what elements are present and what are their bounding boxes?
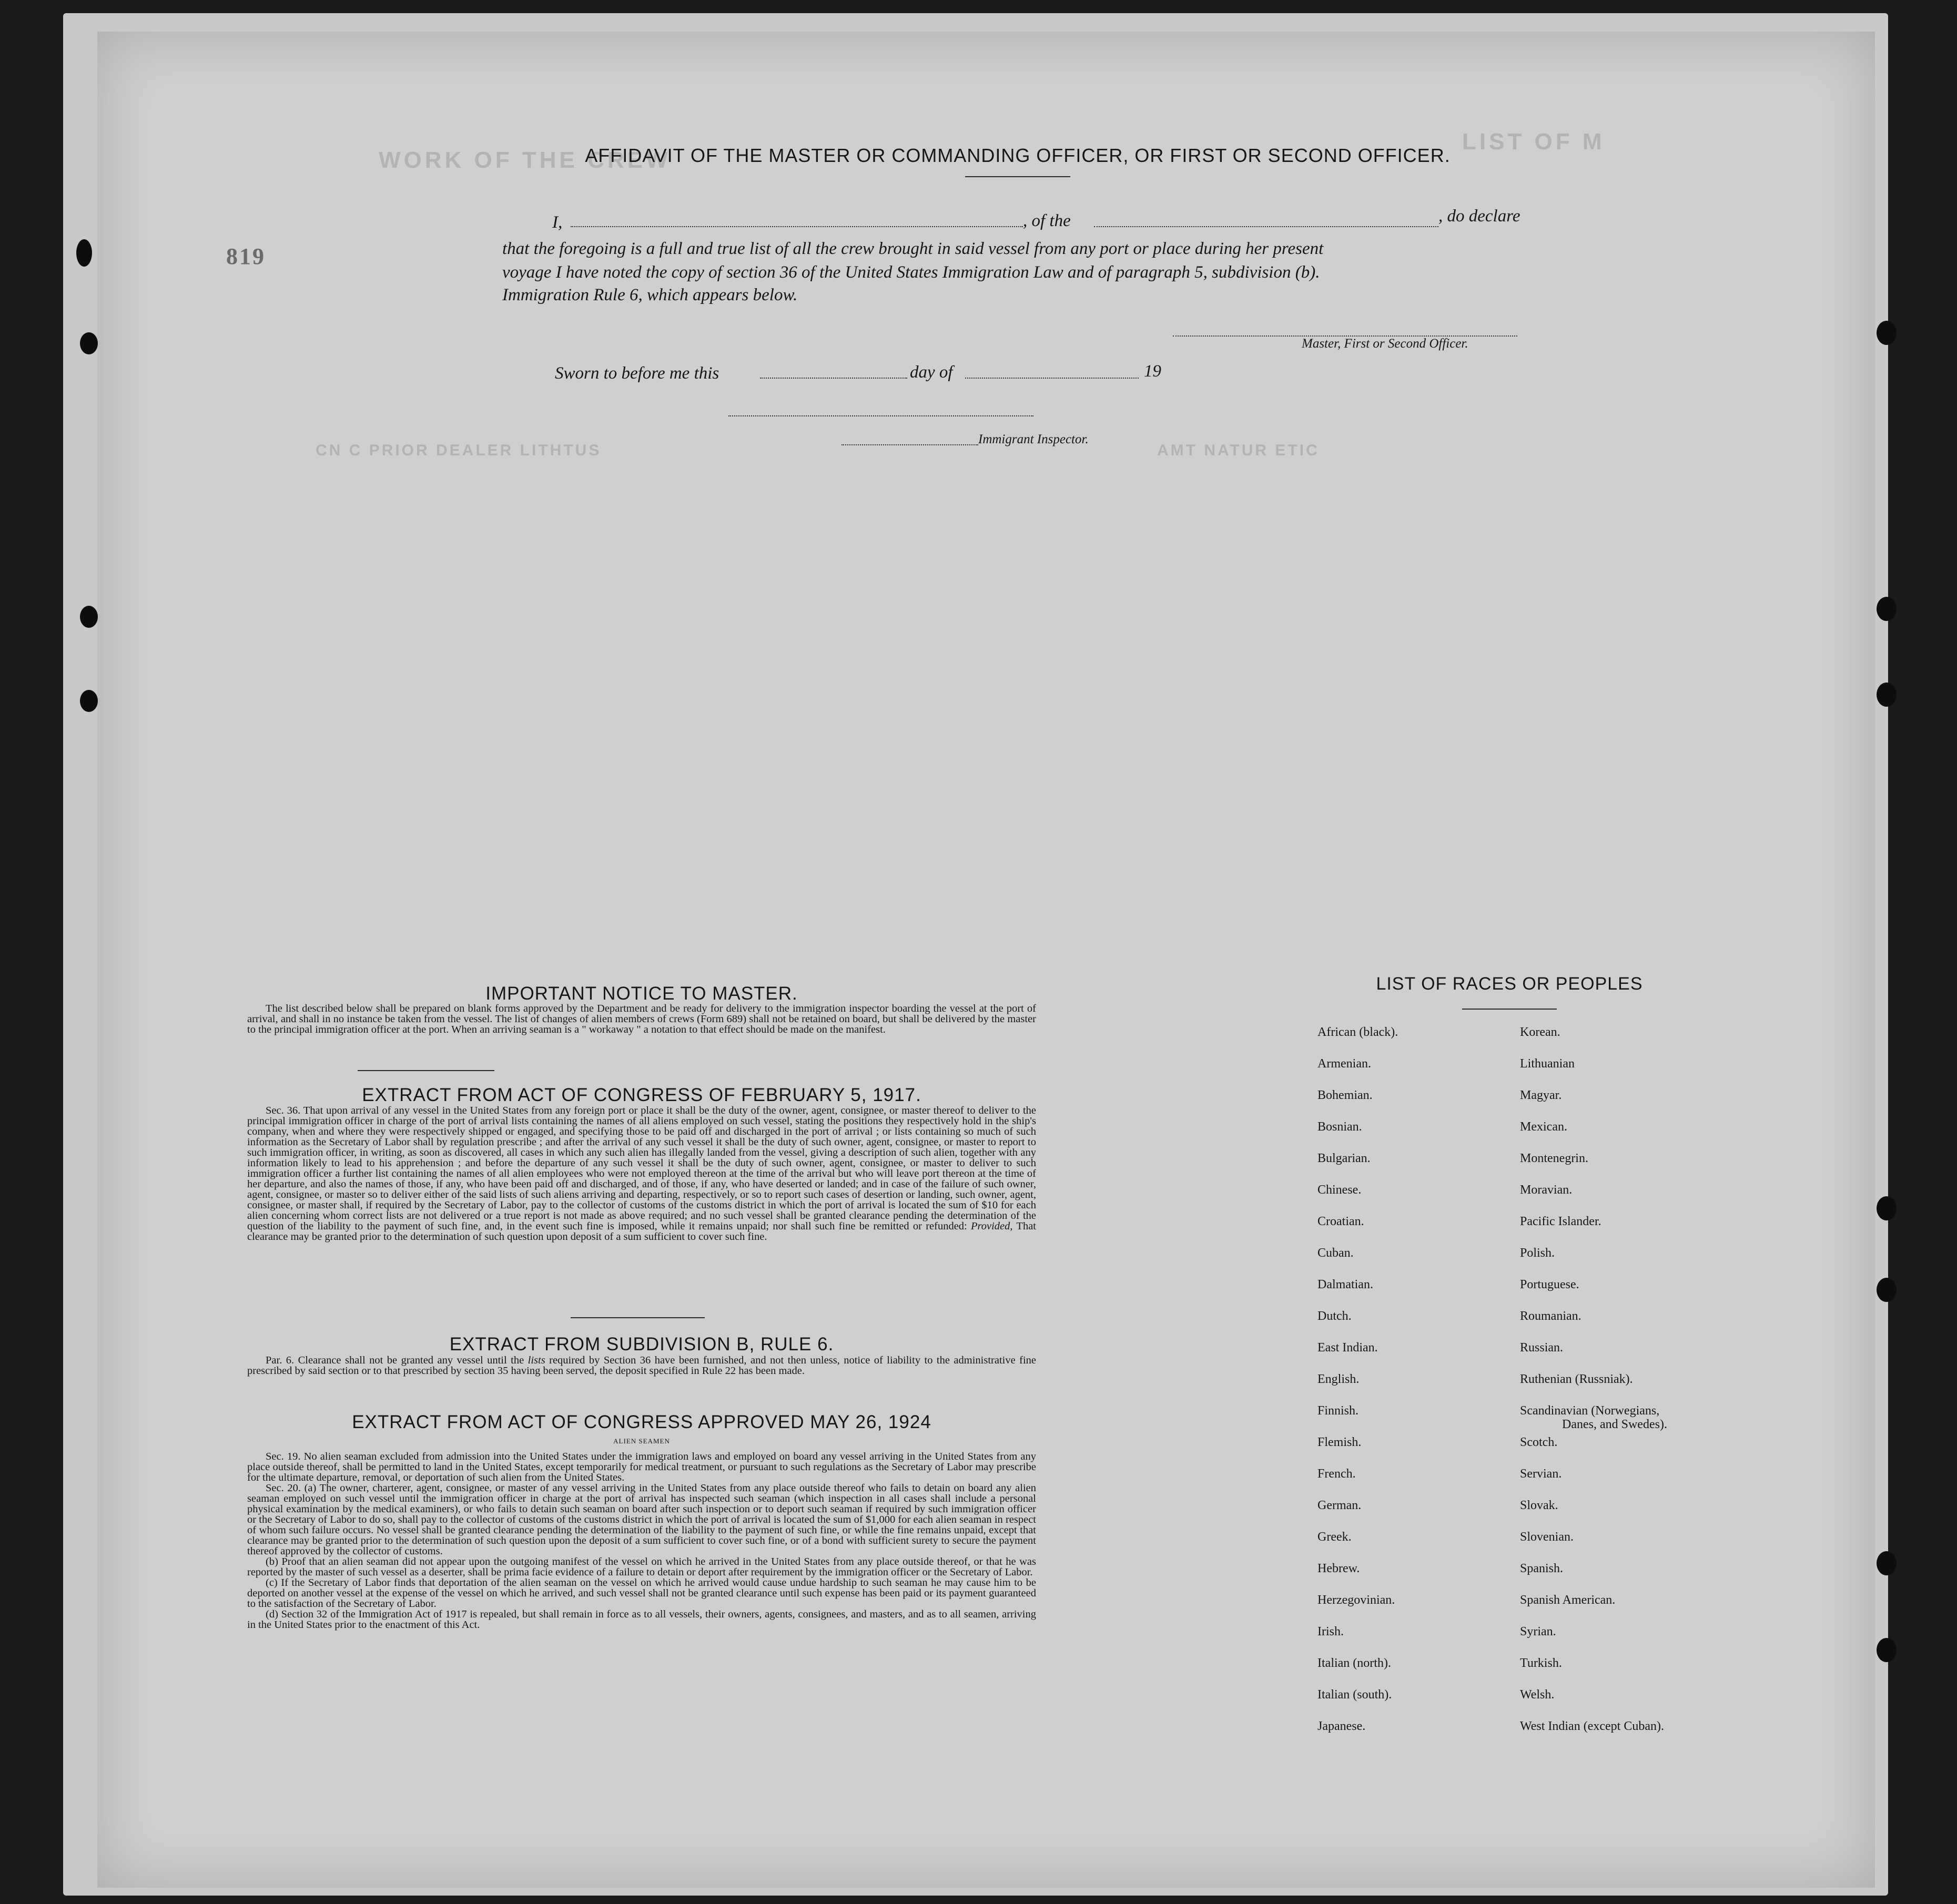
extract-1924-body <box>247 1451 1036 1630</box>
divider <box>965 176 1070 177</box>
provided-word: Provided, <box>971 1220 1013 1232</box>
punch-hole <box>76 239 92 267</box>
bleed-through-text: AMT NATUR ETIC <box>1157 442 1320 459</box>
rule6-text-a: Par. 6. Clearance shall not be granted any vessel until the <box>266 1355 524 1366</box>
sworn-label: Sworn to before me this <box>555 364 719 383</box>
affidavit-line-3: Immigration Rule 6, which appears below. <box>502 286 798 304</box>
margin-number: 819 <box>226 243 266 269</box>
race-item: Mexican. <box>1520 1120 1567 1134</box>
race-item: Syrian. <box>1520 1625 1556 1638</box>
punch-hole <box>1877 1278 1897 1302</box>
year-prefix: 19 <box>1144 362 1161 381</box>
vessel-name-line[interactable] <box>1094 226 1438 227</box>
affidavit-line-1: that the foregoing is a full and true list of all the crew brought in said vessel from any port or place during her present <box>502 239 1324 258</box>
race-item-continuation: Danes, and Swedes). <box>1562 1418 1667 1431</box>
race-item: East Indian. <box>1317 1341 1378 1355</box>
sec-19: Sec. 19. No alien seaman excluded from admission into the United States under the immigration laws and employed on board any vessel arriving in the United States from any place outside thereof, shall be permitted to land in the United States, except temporarily for medical treatment, or pursuant to such regulations as the Secretary of Labor may prescribe for the ultimate departure, removal, or deportation of such alien from the United States. <box>247 1451 1036 1483</box>
race-item: Flemish. <box>1317 1435 1362 1449</box>
races-title: LIST OF RACES OR PEOPLES <box>1376 974 1643 994</box>
race-item: Chinese. <box>1317 1183 1362 1197</box>
race-item: West Indian (except Cuban). <box>1520 1719 1664 1733</box>
race-item: French. <box>1317 1467 1356 1481</box>
divider <box>571 1317 705 1318</box>
race-item: Hebrew. <box>1317 1562 1360 1575</box>
notice-body <box>247 1003 1036 1035</box>
race-item: Italian (south). <box>1317 1688 1392 1702</box>
rule6-body <box>247 1355 1036 1376</box>
extract-1917-body <box>247 1105 1036 1242</box>
race-item: Spanish American. <box>1520 1593 1616 1607</box>
race-item: Bosnian. <box>1317 1120 1362 1134</box>
notice-title: IMPORTANT NOTICE TO MASTER. <box>485 983 798 1004</box>
race-item: Greek. <box>1317 1530 1352 1544</box>
master-caption: Master, First or Second Officer. <box>1302 337 1468 351</box>
race-item: Russian. <box>1520 1341 1564 1355</box>
lists-word: lists <box>528 1355 545 1366</box>
divider <box>1462 1009 1557 1010</box>
punch-hole <box>80 606 98 628</box>
race-item: Scotch. <box>1520 1435 1558 1449</box>
section-36-text: That upon arrival of any vessel in the United States from any foreign port or place it shall be the duty of the owner, agent, consignee, or master thereof to deliver to the principal immigration officer in charge of the port of arrival lists containing the names of all aliens employed on such vessel, stating the positions they respectively hold in the ship's company, when and where they were respectively shipped or engaged, and specifying those to be paid off and discharged in the port of arrival ; or lists containing so much of such information as the Secretary of Labor shall by regulation prescribe ; and after the arrival of any such vessel it shall be the duty of such owner, agent, consignee, or master to report to such immigration officer, in writing, as soon as discovered, all cases in which any such alien has illegally landed from the vessel, giving a description of such alien, together with any information likely to lead to his apprehension ; and before the departure of any such vessel it shall be the duty of such owner, agent, consignee, or master to deliver to such immigration officer a further list containing the names of all alien employees who were not employed thereon at the time of the arrival but who will leave port thereon at the time of her departure, and also the names of those, if any, who have been paid off and discharged, and of those, if any, who have deserted or landed; and in case of the failure of such owner, agent, consignee, or master so to deliver either of the said lists of such aliens arriving and departing, respectively, or so to report such cases of desertion or landing, such owner, agent, consignee, or master shall, if required by the Secretary of Labor, pay to the collector of customs of the customs district in which the port of arrival is located the sum of $10 for each alien concerning whom correct lists are not delivered or a true report is not made as above required; and no such vessel shall be granted clearance pending the determination of the question of the liability to the payment of such fine, and, in the event such fine is imposed, while it remains unpaid; nor shall such fine be remitted or refunded: <box>247 1105 1037 1232</box>
race-item: Portuguese. <box>1520 1278 1579 1291</box>
race-item: Servian. <box>1520 1467 1562 1481</box>
day-of-label: day of <box>910 363 953 382</box>
section-36-tail: That clearance may be granted prior to the determination of such question upon deposit of a sum sufficient to cover such fine. <box>247 1220 1036 1243</box>
bleed-through-text: WORK OF THE CREW <box>379 147 671 173</box>
inspector-caption: Immigrant Inspector. <box>978 432 1089 446</box>
race-item: Dalmatian. <box>1317 1278 1373 1291</box>
punch-hole <box>80 690 98 712</box>
punch-hole <box>1877 321 1897 345</box>
inspector-signature-line[interactable] <box>728 415 1033 416</box>
alien-seamen-subtitle: ALIEN SEAMEN <box>613 1437 670 1445</box>
notice-text: The list described below shall be prepared on blank forms approved by the Department and be ready for delivery to the immigration inspector boarding the vessel at the port of arrival, and shall in no instance be taken from the vessel. The list of changes of alien members of crews (Form 689) shall not be retained on board, but shall be delivered by the master to the principal immigration officer at the port. When an arriving seaman is a " workaway " a notation to that effect should be made on the manifest. <box>247 1003 1036 1035</box>
race-item: English. <box>1317 1372 1360 1386</box>
race-item: Polish. <box>1520 1246 1555 1260</box>
bleed-through-text: CN C PRIOR DEALER LITHTUS <box>316 442 602 459</box>
race-item: Bulgarian. <box>1317 1152 1371 1165</box>
rule6-title: EXTRACT FROM SUBDIVISION B, RULE 6. <box>449 1334 834 1355</box>
punch-hole <box>1877 597 1897 621</box>
race-item: Herzegovinian. <box>1317 1593 1395 1607</box>
sec-20c: (c) If the Secretary of Labor finds that deportation of the alien seaman on the vessel on which he arrived would cause undue hardship to such seaman he may cause him to be deported on another vessel at the expense of the vessel on which he arrived, and such vessel shall not be granted clearance until such expense has been paid or its payment guaranteed to the satisfaction of the Secretary of Labor. <box>247 1577 1036 1610</box>
race-item: Ruthenian (Russniak). <box>1520 1372 1633 1386</box>
sec-20b: (b) Proof that an alien seaman did not appear upon the outgoing manifest of the vessel on which he arrived in the United States from any place outside thereof, or that he was reported by the master of such vessel as a deserter, shall be prima facie evidence of a failure to detain or deport after requirement by the immigration officer or the Secretary of Labor. <box>247 1556 1036 1578</box>
race-item: Armenian. <box>1317 1057 1371 1071</box>
race-item: Croatian. <box>1317 1215 1364 1228</box>
divider <box>358 1070 494 1071</box>
punch-hole <box>1877 1196 1897 1220</box>
affidavit-of-the: , of the <box>1023 211 1071 230</box>
affidavit-do-declare: , do declare <box>1438 207 1520 226</box>
race-item: Slovak. <box>1520 1499 1558 1512</box>
sec-20d: (d) Section 32 of the Immigration Act of 1917 is repealed, but shall remain in force as to all vessels, their owners, agents, consignees, and masters, and as to all seamen, arriving in the United States prior to the enactment of this Act. <box>247 1608 1036 1631</box>
affidavit-line-2: voyage I have noted the copy of section 36 of the United States Immigration Law and of paragraph 5, subdivision (b). <box>502 263 1320 282</box>
punch-hole <box>1877 1551 1897 1575</box>
affidavit-title: AFFIDAVIT OF THE MASTER OR COMMANDING OFFICER, OR FIRST OR SECOND OFFICER. <box>585 145 1451 166</box>
race-item: Montenegrin. <box>1520 1152 1588 1165</box>
rule6-text-b: required by Section 36 have been furnished, and not then unless, notice of liability to the administrative fine prescribed by said section or to that prescribed by section 35 having been served, the deposit specified in Rule 22 has been made. <box>247 1355 1036 1377</box>
sworn-month-line[interactable] <box>965 378 1139 379</box>
race-item: Welsh. <box>1520 1688 1555 1702</box>
sec-20a: Sec. 20. (a) The owner, charterer, agent, consignee, or master of any vessel arriving in the United States from any place outside thereof who fails to detain on board any alien seaman employed on such vessel until the immigration officer in charge at the port of arrival has inspected such seaman (which inspection in all cases shall include a personal physical examination by the medical examiners), or who fails to detain such seaman on board after such inspection or to deport such seaman if required by such immigration officer or the Secretary of Labor to do so, shall pay to the collector of customs of the customs district in which the port of arrival is located the sum of $1,000 for each alien seaman in respect of whom such failure occurs. No vessel shall be granted clearance pending the determination of the liability to the payment of such fine, or while the fine remains unpaid, except that clearance may be granted prior to the determination of such question upon the deposit of a sum sufficient to cover such fine, or of a bond with sufficient surety to secure the payment thereof approved by the collector of customs. <box>247 1482 1036 1557</box>
race-item: Bohemian. <box>1317 1088 1373 1102</box>
race-item: Japanese. <box>1317 1719 1366 1733</box>
race-item: Moravian. <box>1520 1183 1573 1197</box>
race-item: Cuban. <box>1317 1246 1354 1260</box>
punch-hole <box>80 332 98 354</box>
section-label: Sec. 36. <box>266 1105 301 1116</box>
race-item: Roumanian. <box>1520 1309 1581 1323</box>
affidavit-i-label: I, <box>552 213 563 232</box>
race-item: Korean. <box>1520 1025 1560 1039</box>
punch-hole <box>1877 683 1897 707</box>
race-item: Finnish. <box>1317 1404 1359 1418</box>
race-item: Irish. <box>1317 1625 1344 1638</box>
race-item: Magyar. <box>1520 1088 1562 1102</box>
extract-1924-title: EXTRACT FROM ACT OF CONGRESS APPROVED MAY 26, 1924 <box>352 1412 931 1432</box>
race-item: Dutch. <box>1317 1309 1352 1323</box>
race-item: African (black). <box>1317 1025 1398 1039</box>
race-item: Turkish. <box>1520 1656 1562 1670</box>
sworn-day-line[interactable] <box>760 378 907 379</box>
race-item: Lithuanian <box>1520 1057 1575 1071</box>
master-name-line[interactable] <box>571 226 1023 227</box>
inspector-signature-line[interactable] <box>841 444 978 445</box>
bleed-through-text: LIST OF M <box>1462 129 1605 155</box>
race-item: Pacific Islander. <box>1520 1215 1601 1228</box>
punch-hole <box>1877 1638 1897 1662</box>
race-item: Spanish. <box>1520 1562 1564 1575</box>
extract-1917-title: EXTRACT FROM ACT OF CONGRESS OF FEBRUARY 5, 1917. <box>362 1085 921 1105</box>
race-item: German. <box>1317 1499 1362 1512</box>
race-item: Slovenian. <box>1520 1530 1574 1544</box>
race-item: Scandinavian (Norwegians, <box>1520 1404 1660 1418</box>
race-item: Italian (north). <box>1317 1656 1391 1670</box>
